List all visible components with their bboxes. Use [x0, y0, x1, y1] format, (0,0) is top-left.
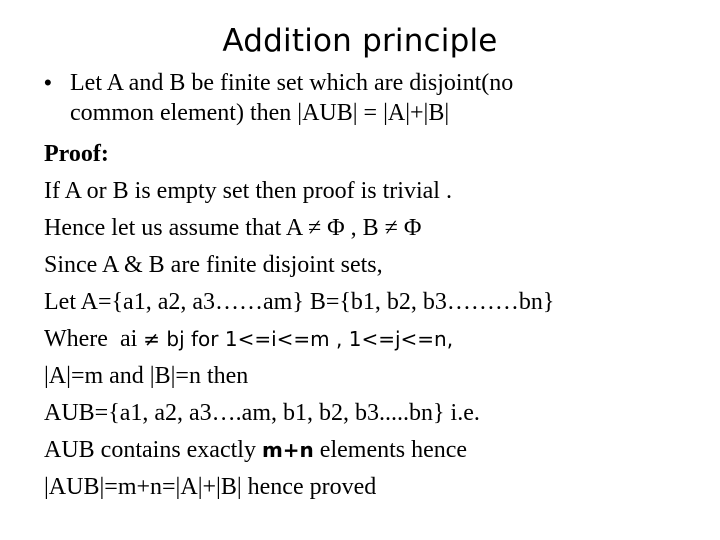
proof-line-5	[44, 321, 704, 358]
proof-line-8-suffix: elements hence	[313, 437, 468, 463]
proof-line-9: |AUB|=m+n=|A|+|B| hence proved	[44, 474, 377, 500]
bullet-dot-icon: •	[44, 70, 52, 95]
proof-line-5-condition: ≠ bj for 1<=i<=m , 1<=j<=n,	[143, 327, 454, 351]
proof-line-8	[44, 432, 704, 469]
proof-line-3: Since A & B are finite disjoint sets,	[44, 252, 383, 278]
proof-line-1: If A or B is empty set then proof is trivial .	[44, 178, 452, 204]
proof-line-6: |A|=m and |B|=n then	[44, 363, 249, 389]
bullet-point	[44, 68, 704, 128]
proof-line-4: Let A={a1, a2, a3……am} B={b1, b2, b3………bn}	[44, 289, 555, 315]
proof-line-8-emphasis: m+n	[261, 438, 314, 462]
proof-line-2: Hence let us assume that A ≠ Φ , B ≠ Φ	[44, 215, 422, 241]
slide-body	[44, 68, 704, 506]
proof-line-5-prefix: Where ai	[44, 326, 144, 352]
slide-title: Addition principle	[222, 23, 498, 59]
proof-heading: Proof:	[44, 141, 109, 167]
bullet-line-2: common element) then |AUB| = |A|+|B|	[70, 100, 450, 126]
proof-line-8-prefix: AUB contains exactly	[44, 437, 262, 463]
proof-line-7: AUB={a1, a2, a3….am, b1, b2, b3.....bn} i.e.	[44, 400, 480, 426]
bullet-line-1: Let A and B be finite set which are disjoint(no	[70, 70, 514, 96]
